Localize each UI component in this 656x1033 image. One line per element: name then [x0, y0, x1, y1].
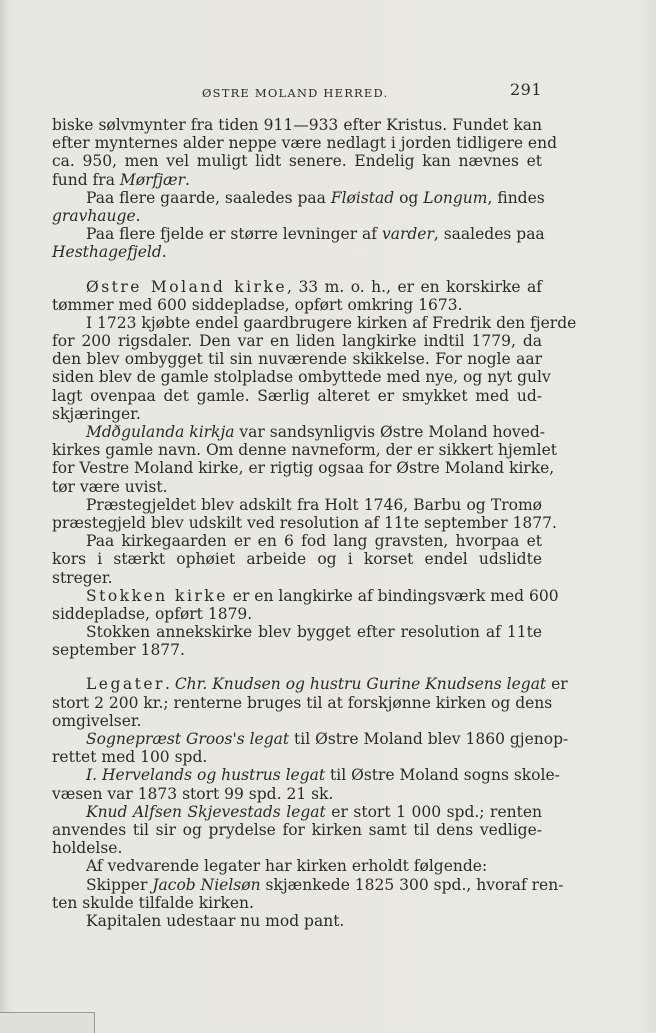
- page-spine-shadow: [0, 0, 8, 1032]
- text-line: Paa flere fjelde er større levninger af varder, saaledes paa: [86, 225, 545, 244]
- text-line: Legater. Chr. Knudsen og hustru Gurine Knudsens legat er: [86, 675, 568, 694]
- text-line: biske sølvmynter fra tiden 911—933 efter Kristus. Fundet kan: [52, 116, 542, 134]
- text-line: præstegjeld blev udskilt ved resolution af 11te september 1877.: [52, 513, 557, 532]
- text-line: tømmer med 600 siddepladse, opført omkring 1673.: [52, 295, 463, 314]
- text-line: Præstegjeldet blev adskilt fra Holt 1746, Barbu og Tromø: [86, 495, 542, 514]
- text-line: I 1723 kjøbte endel gaardbrugere kirken af Fredrik den fjerde: [86, 313, 577, 332]
- text-line: fund fra Mørfjær.: [52, 170, 190, 189]
- text-line: for 200 rigsdaler. Den var en liden langkirke indtil 1779, da: [52, 332, 542, 351]
- text-line: holdelse.: [52, 839, 123, 858]
- text-line: Kapitalen udestaar nu mod pant.: [86, 911, 345, 930]
- text-line: Skipper Jacob Nielsøn skjænkede 1825 300 spd., hvoraf ren-: [86, 875, 564, 894]
- text-line: efter mynternes alder neppe være nedlagt i jorden tidligere end: [52, 134, 557, 153]
- text-line: siden blev de gamle stolpladse ombyttede med nye, og nyt gulv: [52, 368, 551, 387]
- text-line: Hesthagefjeld.: [52, 243, 167, 262]
- text-line: september 1877.: [52, 641, 185, 660]
- text-line: streger.: [52, 568, 113, 587]
- text-line: omgivelser.: [52, 711, 142, 730]
- text-line: Stokken annekskirke blev bygget efter resolution af 11te: [86, 623, 542, 642]
- body-text: [52, 116, 577, 930]
- text-line: ca. 950, men vel muligt lidt senere. Endelig kan nævnes et: [52, 152, 542, 171]
- text-line: I. Hervelands og hustrus legat til Østre Moland sogns skole-: [86, 766, 560, 785]
- text-line: tør være uvist.: [52, 477, 168, 496]
- text-line: Østre Moland kirke, 33 m. o. h., er en korskirke af: [86, 277, 542, 296]
- text-line: Stokken kirke er en langkirke af bindingsværk med 600: [86, 586, 559, 605]
- text-line: Paa flere gaarde, saaledes paa Fløistad og Longum, findes: [86, 188, 545, 207]
- running-header: [52, 80, 542, 104]
- text-line: rettet med 100 spd.: [52, 748, 208, 767]
- text-line: Paa kirkegaarden er en 6 fod lang gravsten, hvorpaa et: [86, 532, 542, 551]
- text-line: væsen var 1873 stort 99 spd. 21 sk.: [52, 784, 334, 803]
- text-line: lagt ovenpaa det gamle. Særlig alteret er smykket med ud-: [52, 386, 542, 405]
- paragraph-gap: [52, 659, 542, 675]
- text-line: kirkes gamle navn. Om denne navneform, der er sikkert hjemlet: [52, 441, 557, 460]
- text-line: Sognepræst Groos's legat til Østre Moland blev 1860 gjenop-: [86, 730, 569, 748]
- text-line: ten skulde tilfalde kirken.: [52, 893, 254, 912]
- text-line: kors i stærkt ophøiet arbeide og i korset endel udslidte: [52, 550, 542, 569]
- text-line: Knud Alfsen Skjevestads legat er stort 1 000 spd.; renten: [86, 802, 542, 821]
- text-line: siddepladse, opført 1879.: [52, 604, 253, 623]
- text-line: skjæringer.: [52, 404, 141, 423]
- paragraph-gap: [52, 262, 542, 278]
- text-line: Af vedvarende legater har kirken erholdt følgende:: [86, 857, 488, 876]
- scan-edge-mark: [0, 1012, 95, 1033]
- text-line: Mdðgulanda kirkja var sandsynligvis Østre Moland hoved-: [86, 423, 546, 441]
- header-title: ØSTRE MOLAND HERRED.: [202, 86, 389, 100]
- text-line: gravhauge.: [52, 206, 141, 225]
- page-number: 291: [509, 80, 542, 99]
- text-line: for Vestre Moland kirke, er rigtig ogsaa for Østre Moland kirke,: [52, 459, 555, 478]
- text-line: den blev ombygget til sin nuværende skikkelse. For nogle aar: [52, 350, 542, 369]
- text-line: stort 2 200 kr.; renterne bruges til at forskjønne kirken og dens: [52, 693, 553, 712]
- text-line: anvendes til sir og prydelse for kirken samt til dens vedlige-: [52, 820, 542, 839]
